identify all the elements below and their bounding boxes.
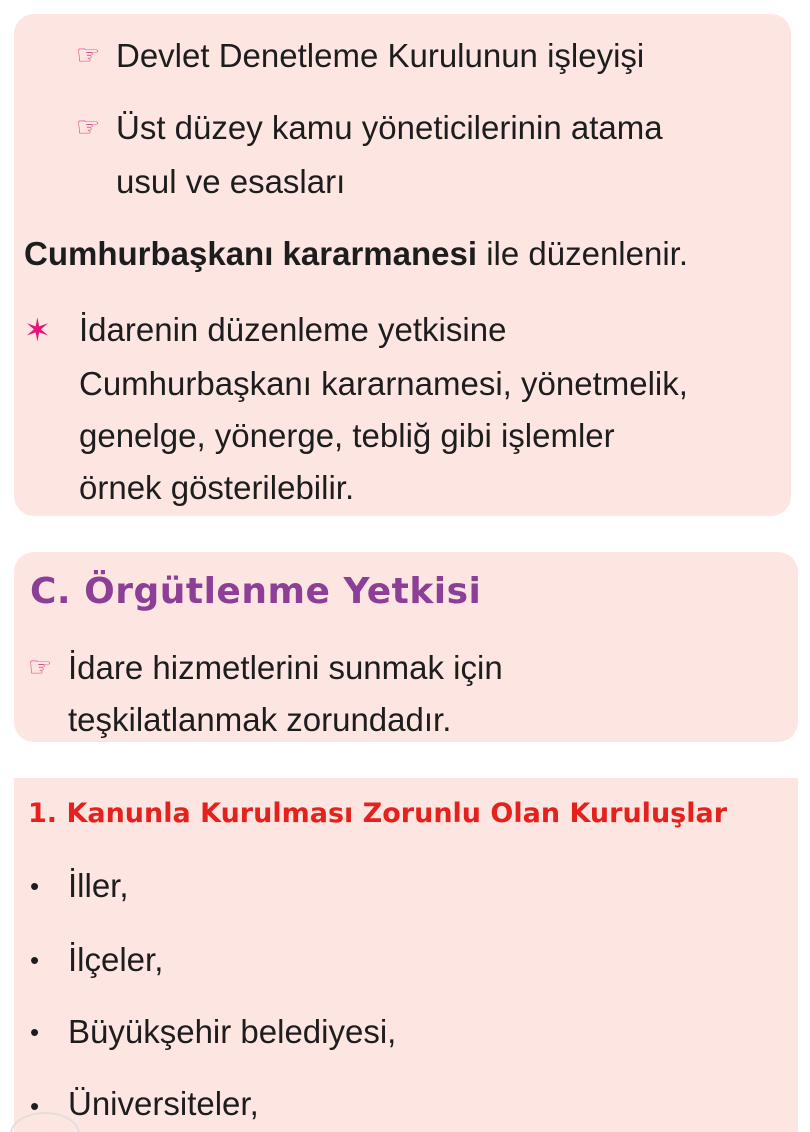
note-text: İdarenin düzenleme yetkisine [79,311,507,348]
note-text: genelge, yönerge, tebliğ gibi işlemler [79,417,615,454]
regulation-statement [24,228,688,280]
list-item: İlçeler, [68,941,164,978]
subsection-heading: 1. Kanunla Kurulması Zorunlu Olan Kuruluşlar [28,798,728,829]
section-heading: C. Örgütlenme Yetkisi [30,571,482,612]
list-item: Büyükşehir belediyesi, [68,1013,397,1050]
bullet-icon: • [30,1017,40,1047]
list-item-text: usul ve esasları [116,163,346,200]
list-item-text: İdare hizmetlerini sunmak için [68,649,503,686]
bullet-icon: • [30,1091,40,1121]
pointing-hand-icon: ☞ [76,112,101,143]
asterisk-star-icon: ✶ [24,311,51,349]
list-item-text: Devlet Denetleme Kurulunun işleyişi [116,37,645,74]
statement-rest: ile düzenlenir. [477,235,689,272]
note-text: Cumhurbaşkanı kararnamesi, yönetmelik, [79,365,688,402]
list-item-text: teşkilatlanmak zorundadır. [68,701,452,738]
pointing-hand-icon: ☞ [28,652,53,683]
list-item: Üniversiteler, [68,1085,259,1122]
note-text: örnek gösterilebilir. [79,469,355,506]
statement-bold: Cumhurbaşkanı kararmanesi [24,235,478,272]
pointing-hand-icon: ☞ [76,40,101,71]
bullet-icon: • [30,871,40,901]
list-item-text: Üst düzey kamu yöneticilerinin atama [116,109,663,146]
list-item: İller, [68,867,129,904]
bullet-icon: • [30,945,40,975]
